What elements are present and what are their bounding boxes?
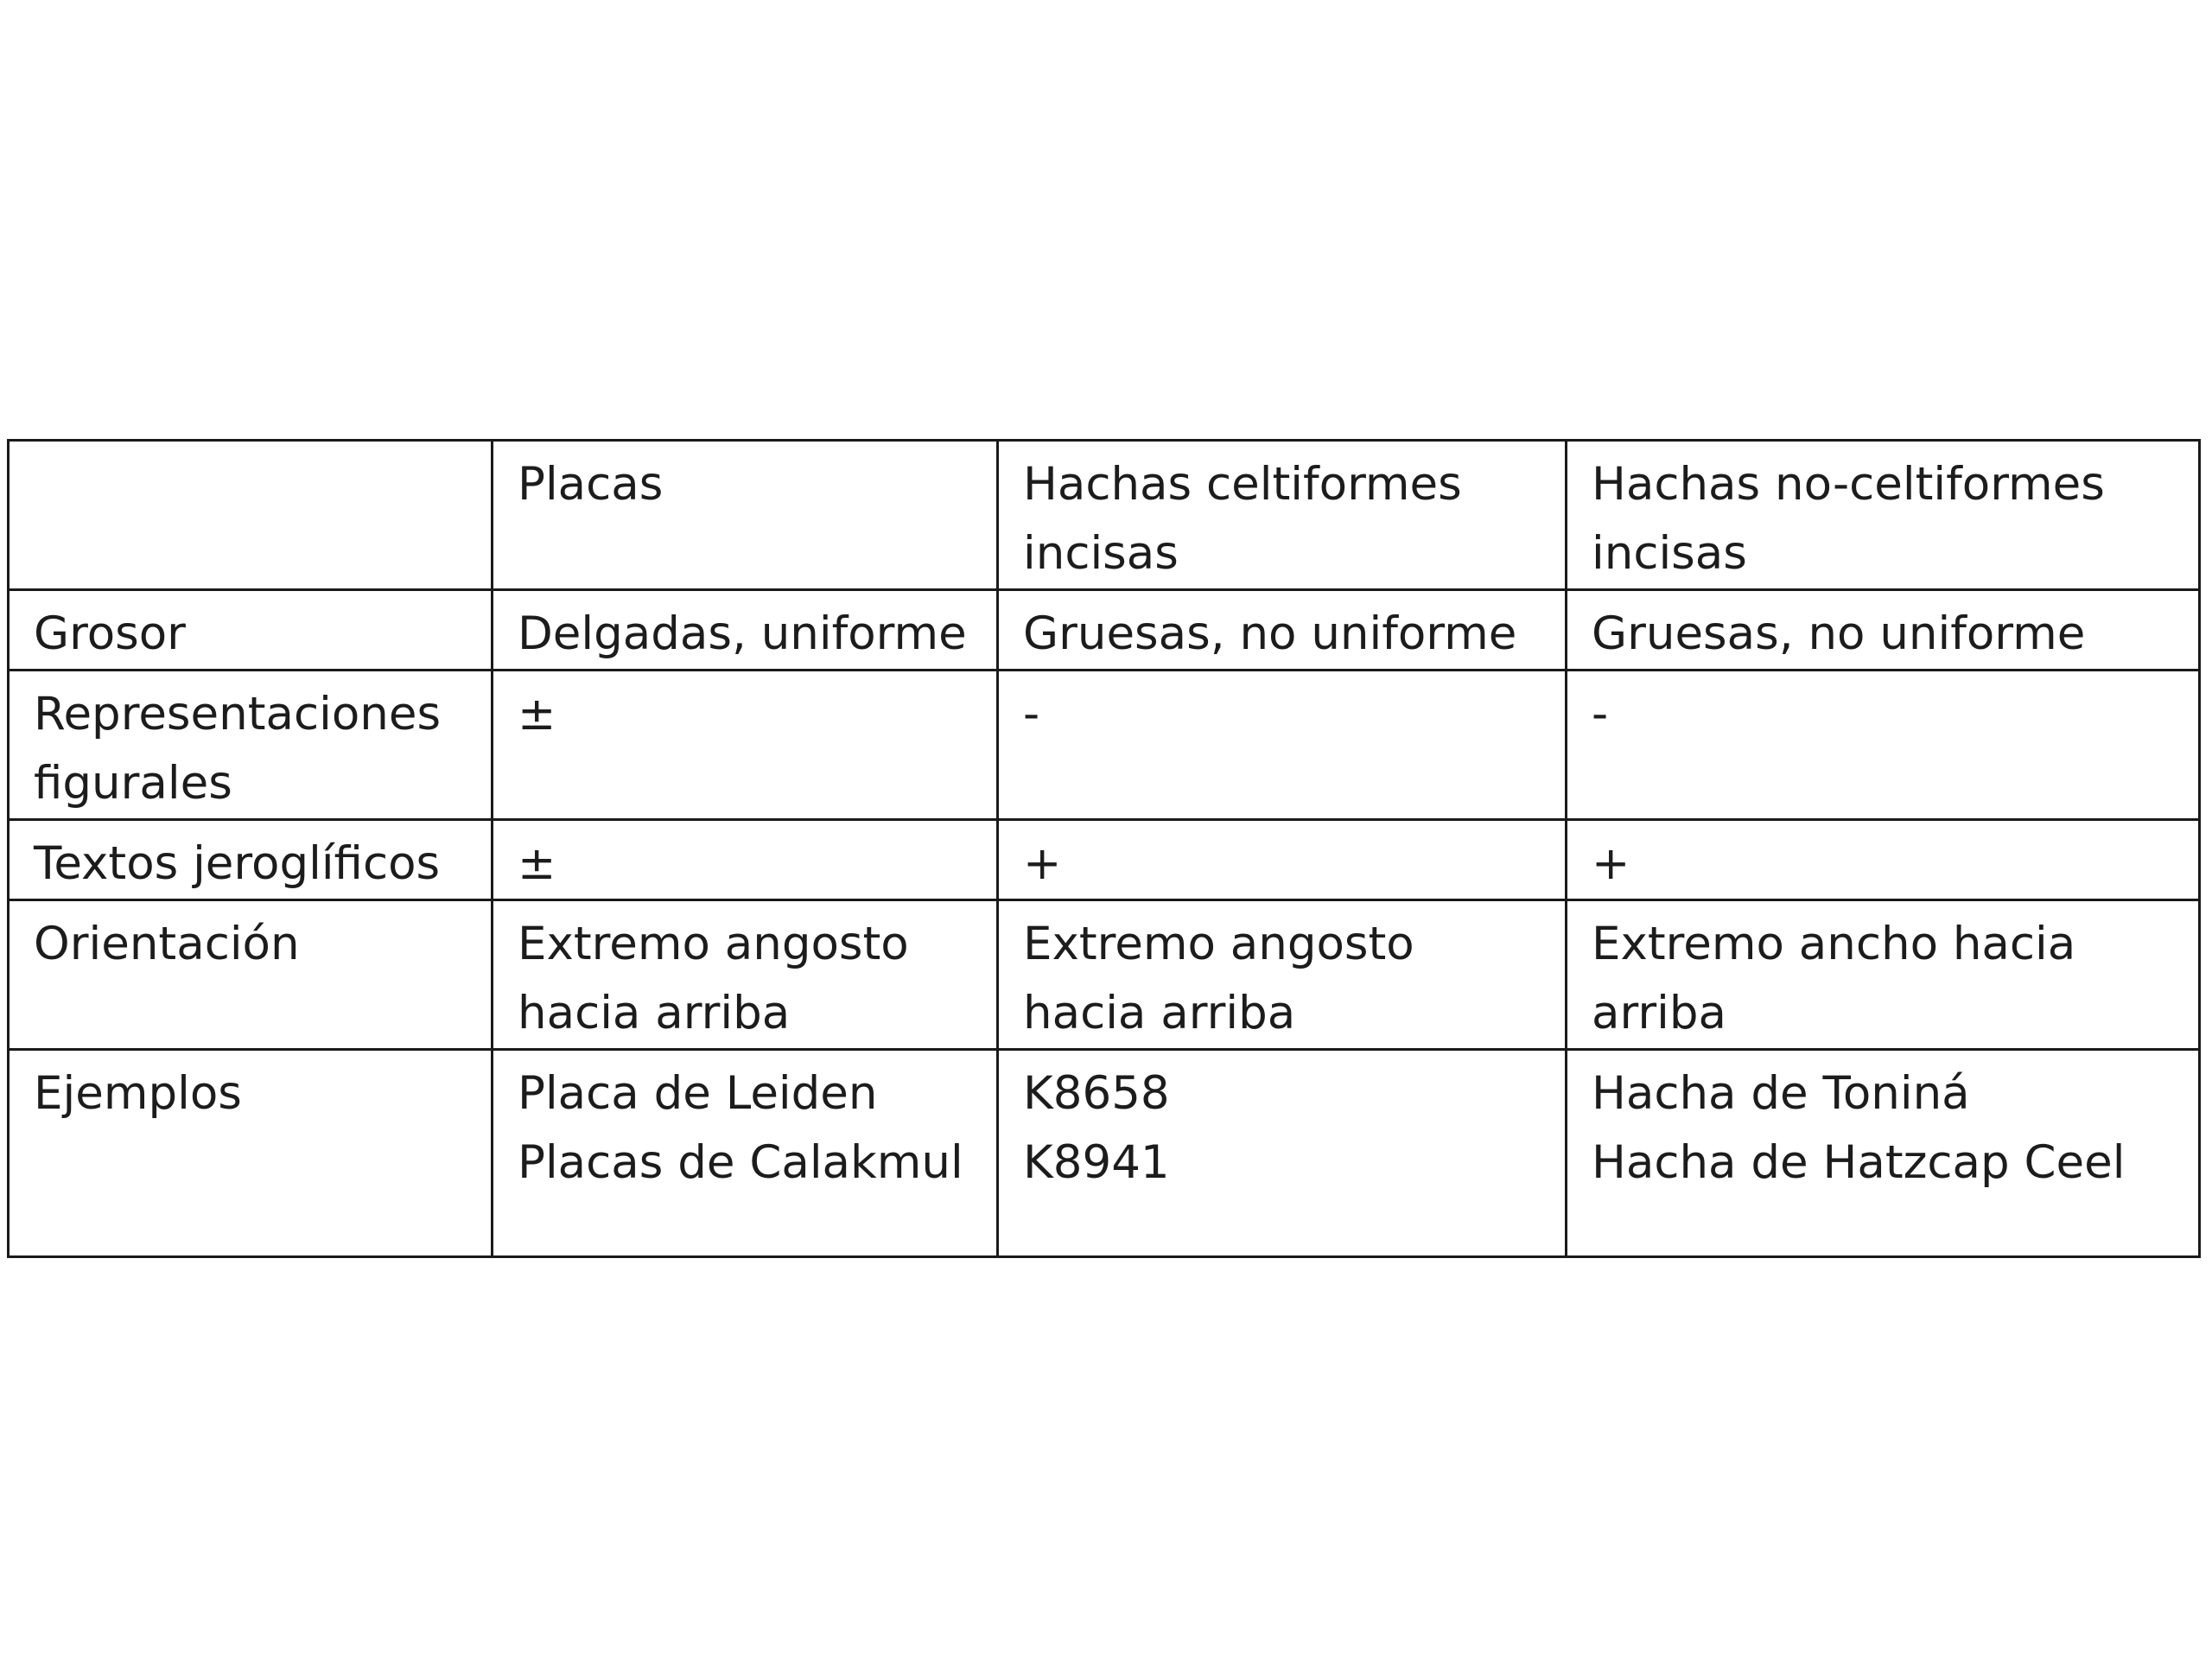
- table-cell: +: [1567, 820, 2200, 900]
- table-row: [9, 590, 2200, 671]
- table-row: [9, 671, 2200, 820]
- table-cell: +: [998, 820, 1567, 900]
- table-cell: -: [998, 671, 1567, 820]
- comparison-table: [7, 439, 2201, 1258]
- table-cell: Placa de Leiden Placas de Calakmul: [493, 1050, 998, 1257]
- header-cell-hachas-celtiformes: Hachas celtiformes incisas: [998, 441, 1567, 590]
- table-cell: ±: [493, 671, 998, 820]
- row-label-ejemplos: Ejemplos: [9, 1050, 493, 1257]
- table-cell: Extremo angosto hacia arriba: [493, 900, 998, 1050]
- table-cell: -: [1567, 671, 2200, 820]
- row-label-grosor: Grosor: [9, 590, 493, 671]
- row-label-textos: Textos jeroglíficos: [9, 820, 493, 900]
- row-label-orientacion: Orientación: [9, 900, 493, 1050]
- header-cell-hachas-no-celtiformes: Hachas no-celtiformes incisas: [1567, 441, 2200, 590]
- table-cell: Delgadas, uniforme: [493, 590, 998, 671]
- table-cell: Hacha de Toniná Hacha de Hatzcap Ceel: [1567, 1050, 2200, 1257]
- table-cell: Extremo ancho hacia arriba: [1567, 900, 2200, 1050]
- header-cell-empty: [9, 441, 493, 590]
- table-cell: K8658 K8941: [998, 1050, 1567, 1257]
- table-row: [9, 820, 2200, 900]
- table-row: [9, 900, 2200, 1050]
- table-cell: Extremo angosto hacia arriba: [998, 900, 1567, 1050]
- table-cell: ±: [493, 820, 998, 900]
- table-cell: Gruesas, no uniforme: [1567, 590, 2200, 671]
- table-cell: Gruesas, no uniforme: [998, 590, 1567, 671]
- comparison-table-container: [7, 439, 2198, 1258]
- row-label-representaciones: Representaciones figurales: [9, 671, 493, 820]
- table-row: [9, 1050, 2200, 1257]
- table-header-row: [9, 441, 2200, 590]
- header-cell-placas: Placas: [493, 441, 998, 590]
